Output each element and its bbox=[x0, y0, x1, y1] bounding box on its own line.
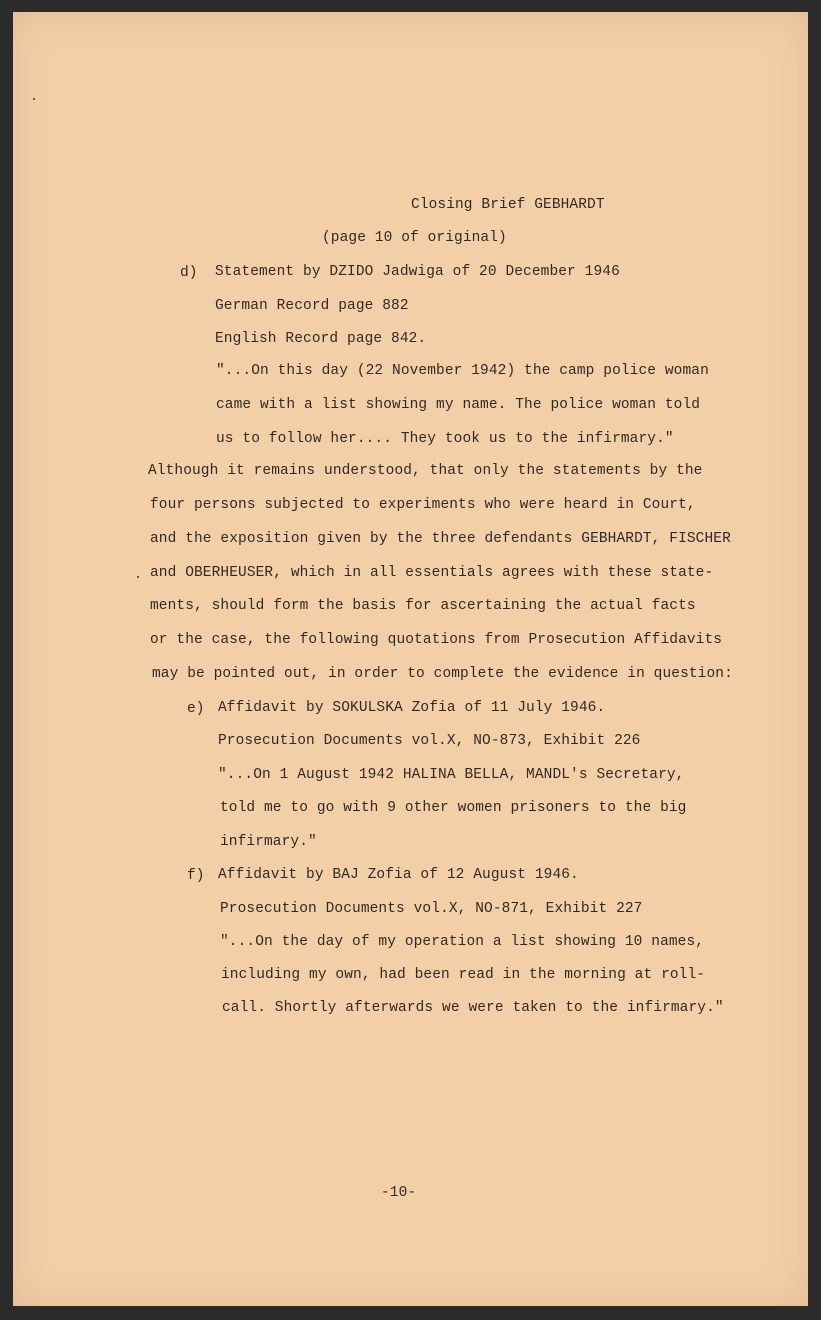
body-line: and the exposition given by the three defendants GEBHARDT, FISCHER bbox=[150, 531, 731, 547]
item-d-quote-line: "...On this day (22 November 1942) the camp police woman bbox=[216, 363, 709, 379]
document-subtitle: (page 10 of original) bbox=[322, 230, 507, 246]
item-d-line: Statement by DZIDO Jadwiga of 20 December 1946 bbox=[215, 264, 620, 280]
item-d-line: German Record page 882 bbox=[215, 298, 409, 314]
page-number: -10- bbox=[381, 1185, 417, 1201]
item-f-line: Affidavit by BAJ Zofia of 12 August 1946. bbox=[218, 867, 579, 883]
item-d-line: English Record page 842. bbox=[215, 331, 427, 347]
item-e-quote-line: "...On 1 August 1942 HALINA BELLA, MANDL's Secretary, bbox=[218, 767, 685, 783]
item-f-quote-line: call. Shortly afterwards we were taken to the infirmary." bbox=[222, 1000, 724, 1016]
body-line: four persons subjected to experiments who were heard in Court, bbox=[150, 497, 696, 513]
item-f-marker: f) bbox=[187, 868, 205, 884]
item-e-quote-line: infirmary." bbox=[220, 834, 317, 850]
body-line: or the case, the following quotations from Prosecution Affidavits bbox=[150, 632, 723, 648]
item-f-quote-line: "...On the day of my operation a list showing 10 names, bbox=[220, 934, 705, 950]
item-d-marker: d) bbox=[180, 265, 198, 281]
body-line: may be pointed out, in order to complete the evidence in question: bbox=[152, 666, 733, 682]
paper-speck bbox=[33, 98, 35, 100]
item-f-quote-line: including my own, had been read in the morning at roll- bbox=[221, 967, 706, 983]
item-e-quote-line: told me to go with 9 other women prisoners to the big bbox=[220, 800, 687, 816]
body-line: and OBERHEUSER, which in all essentials agrees with these state- bbox=[150, 565, 714, 581]
item-e-line: Affidavit by SOKULSKA Zofia of 11 July 1946. bbox=[218, 700, 606, 716]
body-line: ments, should form the basis for ascertaining the actual facts bbox=[150, 598, 696, 614]
document-title: Closing Brief GEBHARDT bbox=[411, 197, 605, 213]
item-e-line: Prosecution Documents vol.X, NO-873, Exhibit 226 bbox=[218, 733, 641, 749]
item-f-line: Prosecution Documents vol.X, NO-871, Exhibit 227 bbox=[220, 901, 643, 917]
item-e-marker: e) bbox=[187, 701, 205, 717]
item-d-quote-line: came with a list showing my name. The police woman told bbox=[216, 397, 701, 413]
body-line: Although it remains understood, that only the statements by the bbox=[148, 463, 703, 479]
item-d-quote-line: us to follow her.... They took us to the infirmary." bbox=[216, 431, 674, 447]
paper-speck bbox=[137, 576, 139, 578]
